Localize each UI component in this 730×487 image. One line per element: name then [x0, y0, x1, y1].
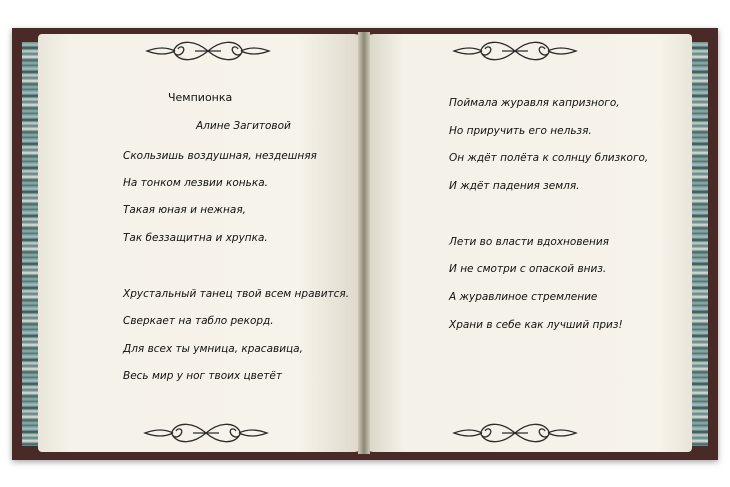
poem-line: Сверкает на табло рекорд. [123, 315, 274, 327]
poem-line: На тонком лезвии конька. [123, 177, 268, 189]
open-book [12, 28, 718, 460]
book-spine [358, 32, 370, 454]
poem-line: Такая юная и нежная, [123, 204, 246, 216]
ornament-bottom-right-icon [452, 420, 578, 446]
book-page-edge-left [22, 42, 38, 446]
poem-line: И ждёт падения земля. [449, 180, 580, 192]
ornament-bottom-left-icon [143, 420, 269, 446]
ornament-top-right-icon [452, 38, 578, 64]
poem-line: Поймала журавля капризного, [449, 97, 620, 109]
poem-line: Хрустальный танец твой всем нравится. [123, 288, 350, 300]
poem-line: А журавлиное стремление [449, 291, 598, 303]
poem-line: Для всех ты умница, красавица, [123, 343, 303, 355]
ornament-top-left-icon [145, 38, 271, 64]
poem-line: Скользишь воздушная, нездешняя [123, 150, 317, 162]
poem-line: Весь мир у ног твоих цветёт [123, 370, 282, 382]
poem-dedication: Алине Загитовой [196, 120, 291, 132]
poem-line: Лети во власти вдохновения [449, 236, 609, 248]
poem-title: Чемпионка [168, 91, 233, 104]
book-page-edge-right [692, 42, 708, 446]
poem-line: Храни в себе как лучший приз! [449, 319, 623, 331]
poem-line: Так беззащитна и хрупка. [123, 232, 268, 244]
poem-line: Но приручить его нельзя. [449, 125, 592, 137]
poem-line: Он ждёт полёта к солнцу близкого, [449, 152, 649, 164]
poem-line: И не смотри с опаской вниз. [449, 263, 607, 275]
